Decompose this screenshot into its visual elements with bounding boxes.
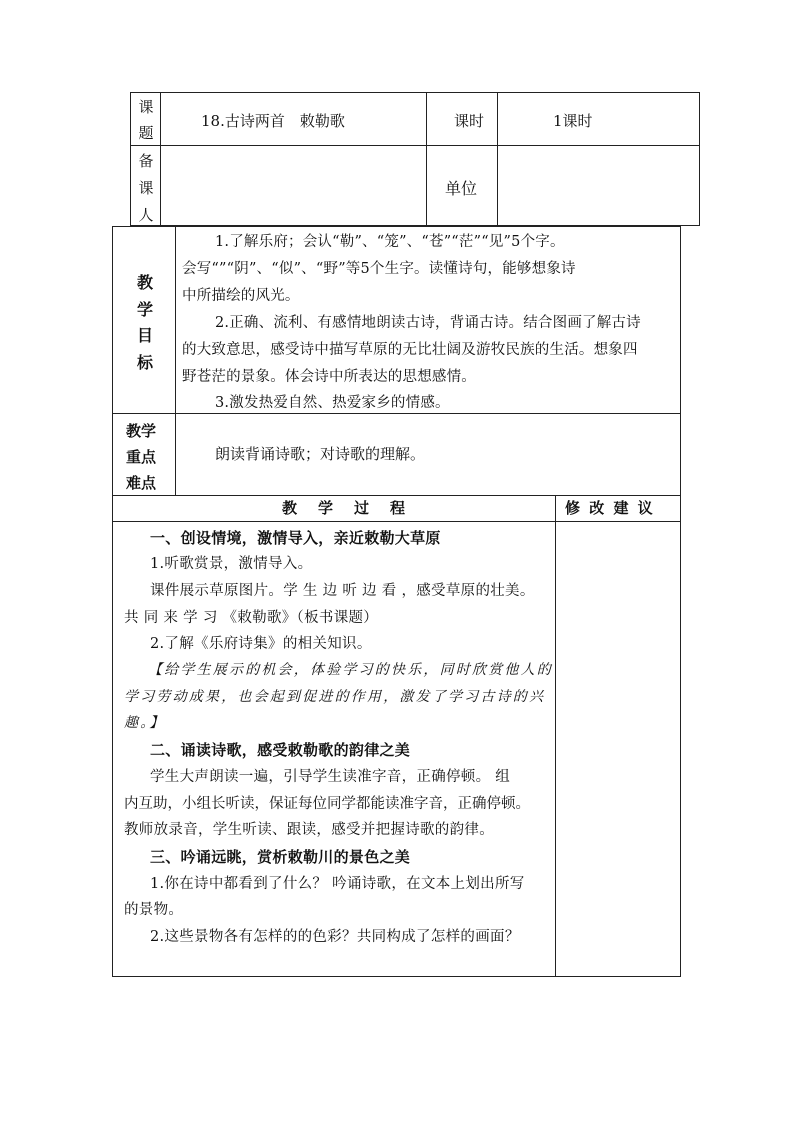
objectives-label-char: 教	[136, 273, 153, 292]
objective-line: 2.正确、流利、有感情地朗读古诗，背诵古诗。结合图画了解古诗	[215, 315, 641, 331]
period-value: 1课时	[553, 112, 593, 130]
objectives-label-char: 学	[136, 300, 153, 319]
key-points-label-line: 重点	[126, 448, 157, 466]
divider	[112, 521, 681, 522]
objective-line: 野苍茫的景象。体会诗中所表达的思想感情。	[182, 369, 476, 385]
process-line: 1.听歌赏景，激情导入。	[150, 556, 313, 572]
key-points-label-line: 难点	[126, 474, 157, 492]
process-line: 的景物。	[124, 902, 184, 918]
process-line: 学生大声朗读一遍，引导学生读准字音，正确停顿。 组	[150, 769, 511, 785]
teaching-note: 学习劳动成果，也会起到促进的作用，激发了学习古诗的兴	[124, 689, 546, 705]
period-label: 课时	[454, 112, 485, 130]
divider	[426, 92, 427, 226]
divider	[555, 495, 556, 977]
key-points-text: 朗读背诵诗歌；对诗歌的理解。	[215, 445, 426, 463]
unit-label: 单位	[445, 179, 478, 198]
objective-line: 1.了解乐府；会认“勒”、“笼”、“苍”“茫”“见”5个字。	[215, 234, 565, 250]
section-heading: 三、吟诵远眺，赏析敕勒川的景色之美	[150, 848, 411, 866]
course-label-char: 题	[138, 124, 154, 142]
objective-line: 会写“”“阴”、“似”、“野”等5个生字。读懂诗句，能够想象诗	[182, 261, 576, 277]
course-label-char: 课	[138, 98, 154, 116]
preparer-label-char: 人	[138, 206, 154, 224]
process-line: 课件展示草原图片。学 生 边 听 边 看 ，感受草原的壮美。	[150, 583, 535, 599]
objectives-label-char: 目	[136, 326, 153, 345]
preparer-label-char: 课	[138, 179, 154, 197]
section-heading: 一、创设情境，激情导入，亲近敕勒大草原	[150, 529, 441, 547]
objective-line: 中所描绘的风光。	[182, 288, 300, 304]
section-heading: 二、诵读诗歌，感受敕勒歌的韵律之美	[150, 741, 411, 759]
process-line: 共 同 来 学 习 《敕勒歌》（板书课题）	[124, 610, 379, 626]
key-points-label-line: 教学	[126, 422, 157, 440]
objective-line: 3.激发热爱自然、热爱家乡的情感。	[215, 395, 450, 411]
process-line: 2.这些景物各有怎样的的色彩？共同构成了怎样的画面？	[150, 929, 520, 945]
process-line: 1.你在诗中都看到了什么？ 吟诵诗歌，在文本上划出所写	[150, 876, 525, 892]
process-line: 内互助，小组长听读，保证每位同学都能读准字音，正确停顿。	[124, 796, 530, 812]
process-line: 教师放录音，学生听读、跟读，感受并把握诗歌的韵律。	[124, 822, 494, 838]
teaching-note: 【给学生展示的机会，体验学习的快乐，同时欣赏他人的	[148, 662, 553, 678]
process-header: 教 学 过 程	[282, 499, 409, 517]
objective-line: 的大致意思，感受诗中描写草原的无比壮阔及游牧民族的生活。想象四	[182, 342, 638, 358]
divider	[130, 145, 700, 146]
suggestion-header: 修 改 建 议	[565, 499, 655, 517]
preparer-label-char: 备	[138, 152, 154, 170]
divider	[497, 92, 498, 226]
process-line: 2.了解《乐府诗集》的相关知识。	[150, 636, 372, 652]
lesson-title: 18.古诗两首 敕勒歌	[201, 112, 345, 130]
objectives-label-char: 标	[136, 353, 153, 372]
teaching-note: 趣。】	[124, 715, 166, 731]
